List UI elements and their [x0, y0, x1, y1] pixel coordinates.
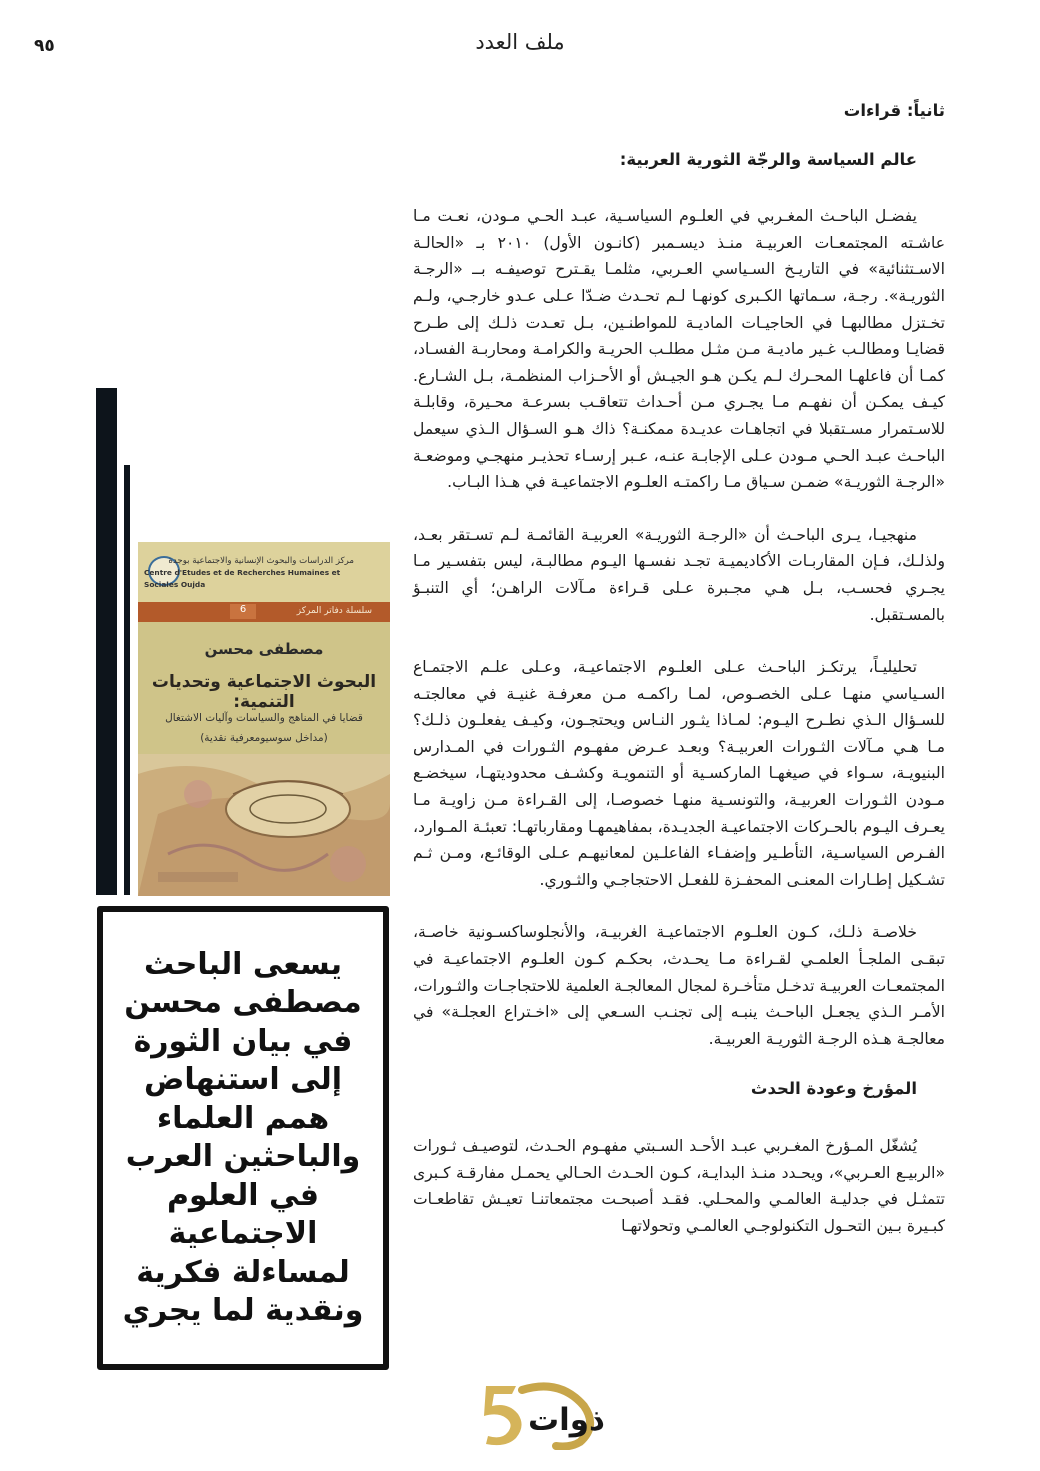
subsection-title-historian: المؤرخ وعودة الحدث: [750, 1079, 917, 1099]
cover-subtitle-line1: قضايا في المناهج والسياسات وآليات الاشتغال: [165, 712, 363, 724]
cover-artwork: [138, 754, 390, 896]
paragraph: يفضـل الباحـث المغـربي في العلـوم السياسـية، عبـد الحـي مـودن، نعـت مـا عاشـته المجتمعـات العربيـة منـذ ديسـمبر (كانـون الأول) ٢٠١٠ بـ «الحالـة الاسـتثنائية» في التاريـخ السـياسي العـربي، مثلمـا يقـترح توصيفـه بــ «الرجـة الثوريـة». رجـة، سـماتها الكـبرى كونهـا لـم تحـدث ضـدّا عـلى عـدو خارجـي، ولـم تخـتزل مطالبهـا في الحاجيـات الماديـة للمواطنـين، بـل تعـدت ذلـك إلى طـرح قضايـا ومطالـب غـير ماديـة مـن مثـل مطلـب الحريـة والكرامـة ومحاربـة الفسـاد، كمـا أن فاعلهـا المحـرك لـم يكـن هـو الجيـش أو الأحـزاب المنظمـة، بـل الشـارع. كيـف يمكـن أن نفهـم مـا يجـري مـن أحـداث تتعاقـب بسرعـة محـيرة، وقابلـة للاسـتمرار مسـتقبلا في اتجاهـات عديـدة ممكنـة؟ ذاك هـو السـؤال الـذي سيعمل الباحـث عبـد الحـي مـودن عـلى الإجابـة عنـه، عـبر إرسـاء تحذيـر منهجـي وموضعـة «الرجـة الثوريـة» ضمـن سـياق مـا راكمتـه العلـوم الاجتماعيـة في هـذا البـاب.: [413, 207, 945, 492]
running-header: ملف العدد: [475, 30, 565, 54]
center-name-french: Centre d'Etudes et de Recherches Humaines et Sociales Oujda: [144, 568, 341, 589]
pull-quote-box: [97, 906, 389, 1370]
cover-title: البحوث الاجتماعية وتحديات التنمية:: [151, 672, 377, 712]
page-number: ٩٥: [34, 36, 55, 56]
book-cover-image: [138, 542, 390, 896]
paragraph: خلاصـة ذلـك، كـون العلـوم الاجتماعيـة الغربيـة، والأنجلوساكسـونية خاصـة، تبقـى الملجـأ العلمـي لقـراءة مـا يحـدث، بحكـم كـون العلـوم الاجتماعيـة في المجتمعـات العربيـة تدخـل متأخـرة لمجال المعالجـة العلمية للاحتجاجـات والثـورات، الأمـر الـذي يجعـل الباحـث ينبـه إلى تجنـب السـعي إلى «اخـتراع العجلـة» في معالجـة هـذه الرجـة الثوريـة العربيـة.: [413, 923, 945, 1048]
cover-header: [138, 542, 390, 604]
section-title: ثانياً: قراءات: [843, 101, 945, 120]
decorative-bar-thick: [96, 388, 117, 895]
cover-author: مصطفى محسن: [204, 640, 324, 658]
article-body: [413, 98, 945, 1239]
cover-series-number: 6: [230, 604, 256, 619]
cover-subtitle: [138, 708, 390, 748]
cover-center-name: [144, 555, 354, 591]
center-name-arabic: مركز الدراسات والبحوث الإنسانية والاجتماعية بوجدة: [168, 556, 354, 566]
paragraph: منهجيـا، يـرى الباحـث أن «الرجـة الثوريـة» العربيـة القائمـة لـم تسـتقر بعـد، ولذلـك، فـإن المقاربـات الأكاديميـة تجـد نفسـها اليـوم مطالبـة، ليس بتفسـير مـا يجـري فحسـب، بـل هـي مجـبرة عـلى قـراءة مـآلات الراهـن؛ أي التنبـؤ بالمسـتقبل.: [413, 525, 945, 624]
decorative-bar-thin: [124, 465, 130, 895]
magazine-logo-text: ذوات: [528, 1402, 605, 1438]
paragraph: تحليليـاً، يرتكـز الباحـث عـلى العلـوم الاجتماعيـة، وعـلى علـم الاجتمـاع السـياسي منهـا عـلى الخصـوص، لمـا راكمـه مـن معرفـة غنيـة في معالجتـه للسـؤال الـذي نطـرح اليـوم: لمـاذا يثـور النـاس ويحتجـون، وكيـف يفعلـون ذلـك؟ مـا هـي مـآلات الثـورات العربيـة؟ وبعـد عـرض مفهـوم الثـورات في المـدارس البنيويـة، سـواء في صيغهـا الماركسـية أو التنمويـة وكشـف محدوديتهـا، سيخضـع مـودن الثـورات العربيـة، والتونسـية منهـا خصوصـا، إلى القـراءة مـن زاويـة مـا يعـرف اليـوم بالحـركات الاجتماعيـة الجديـدة، بمفاهيمهـا ومقارباتهـا: تعبئـة المـوارد، الفـرص السياسـية، التأطـير وإضفـاء الفاعلـين لمعانيهـم عـلى الوقائـع، ومـن ثـم تشـكيل إطـارات المعنـى المحفـزة للفعـل الاحتجاجـي والثـوري.: [413, 658, 945, 889]
subsection-title-politics: عالم السياسة والرجّة الثورية العربية:: [619, 149, 917, 169]
cover-subtitle-line2: (مداخل سوسيومعرفية نقدية): [200, 732, 328, 744]
cover-series-strip: [138, 602, 390, 622]
pull-quote-text: يسعى الباحث مصطفى محسن في بيان الثورة إلى استنهاض همم العلماء والباحثين العرب في العلوم الاجتماعية لمساءلة فكرية ونقدية لما يجري: [122, 946, 364, 1328]
paragraph: يُشغّل المـؤرخ المغـربي عبـد الأحـد السـبتي مفهـوم الحـدث، لتوصيـف ثـورات «الربيـع العـربي»، ويحـدد منـذ البدايـة، كـون الحـدث الحـالي يحمـل مفارقـة كـبرى تتمثـل في جدليـة العالمـي والمحـلي. فقـد أصبحـت مجتمعاتنـا تعيـش تقاطعـات كبـيرة بـين التحـول التكنولوجـي العالمـي وتحولاتهـا: [413, 1137, 945, 1235]
cover-series: سلسلة دفاتر المركز: [296, 606, 372, 616]
